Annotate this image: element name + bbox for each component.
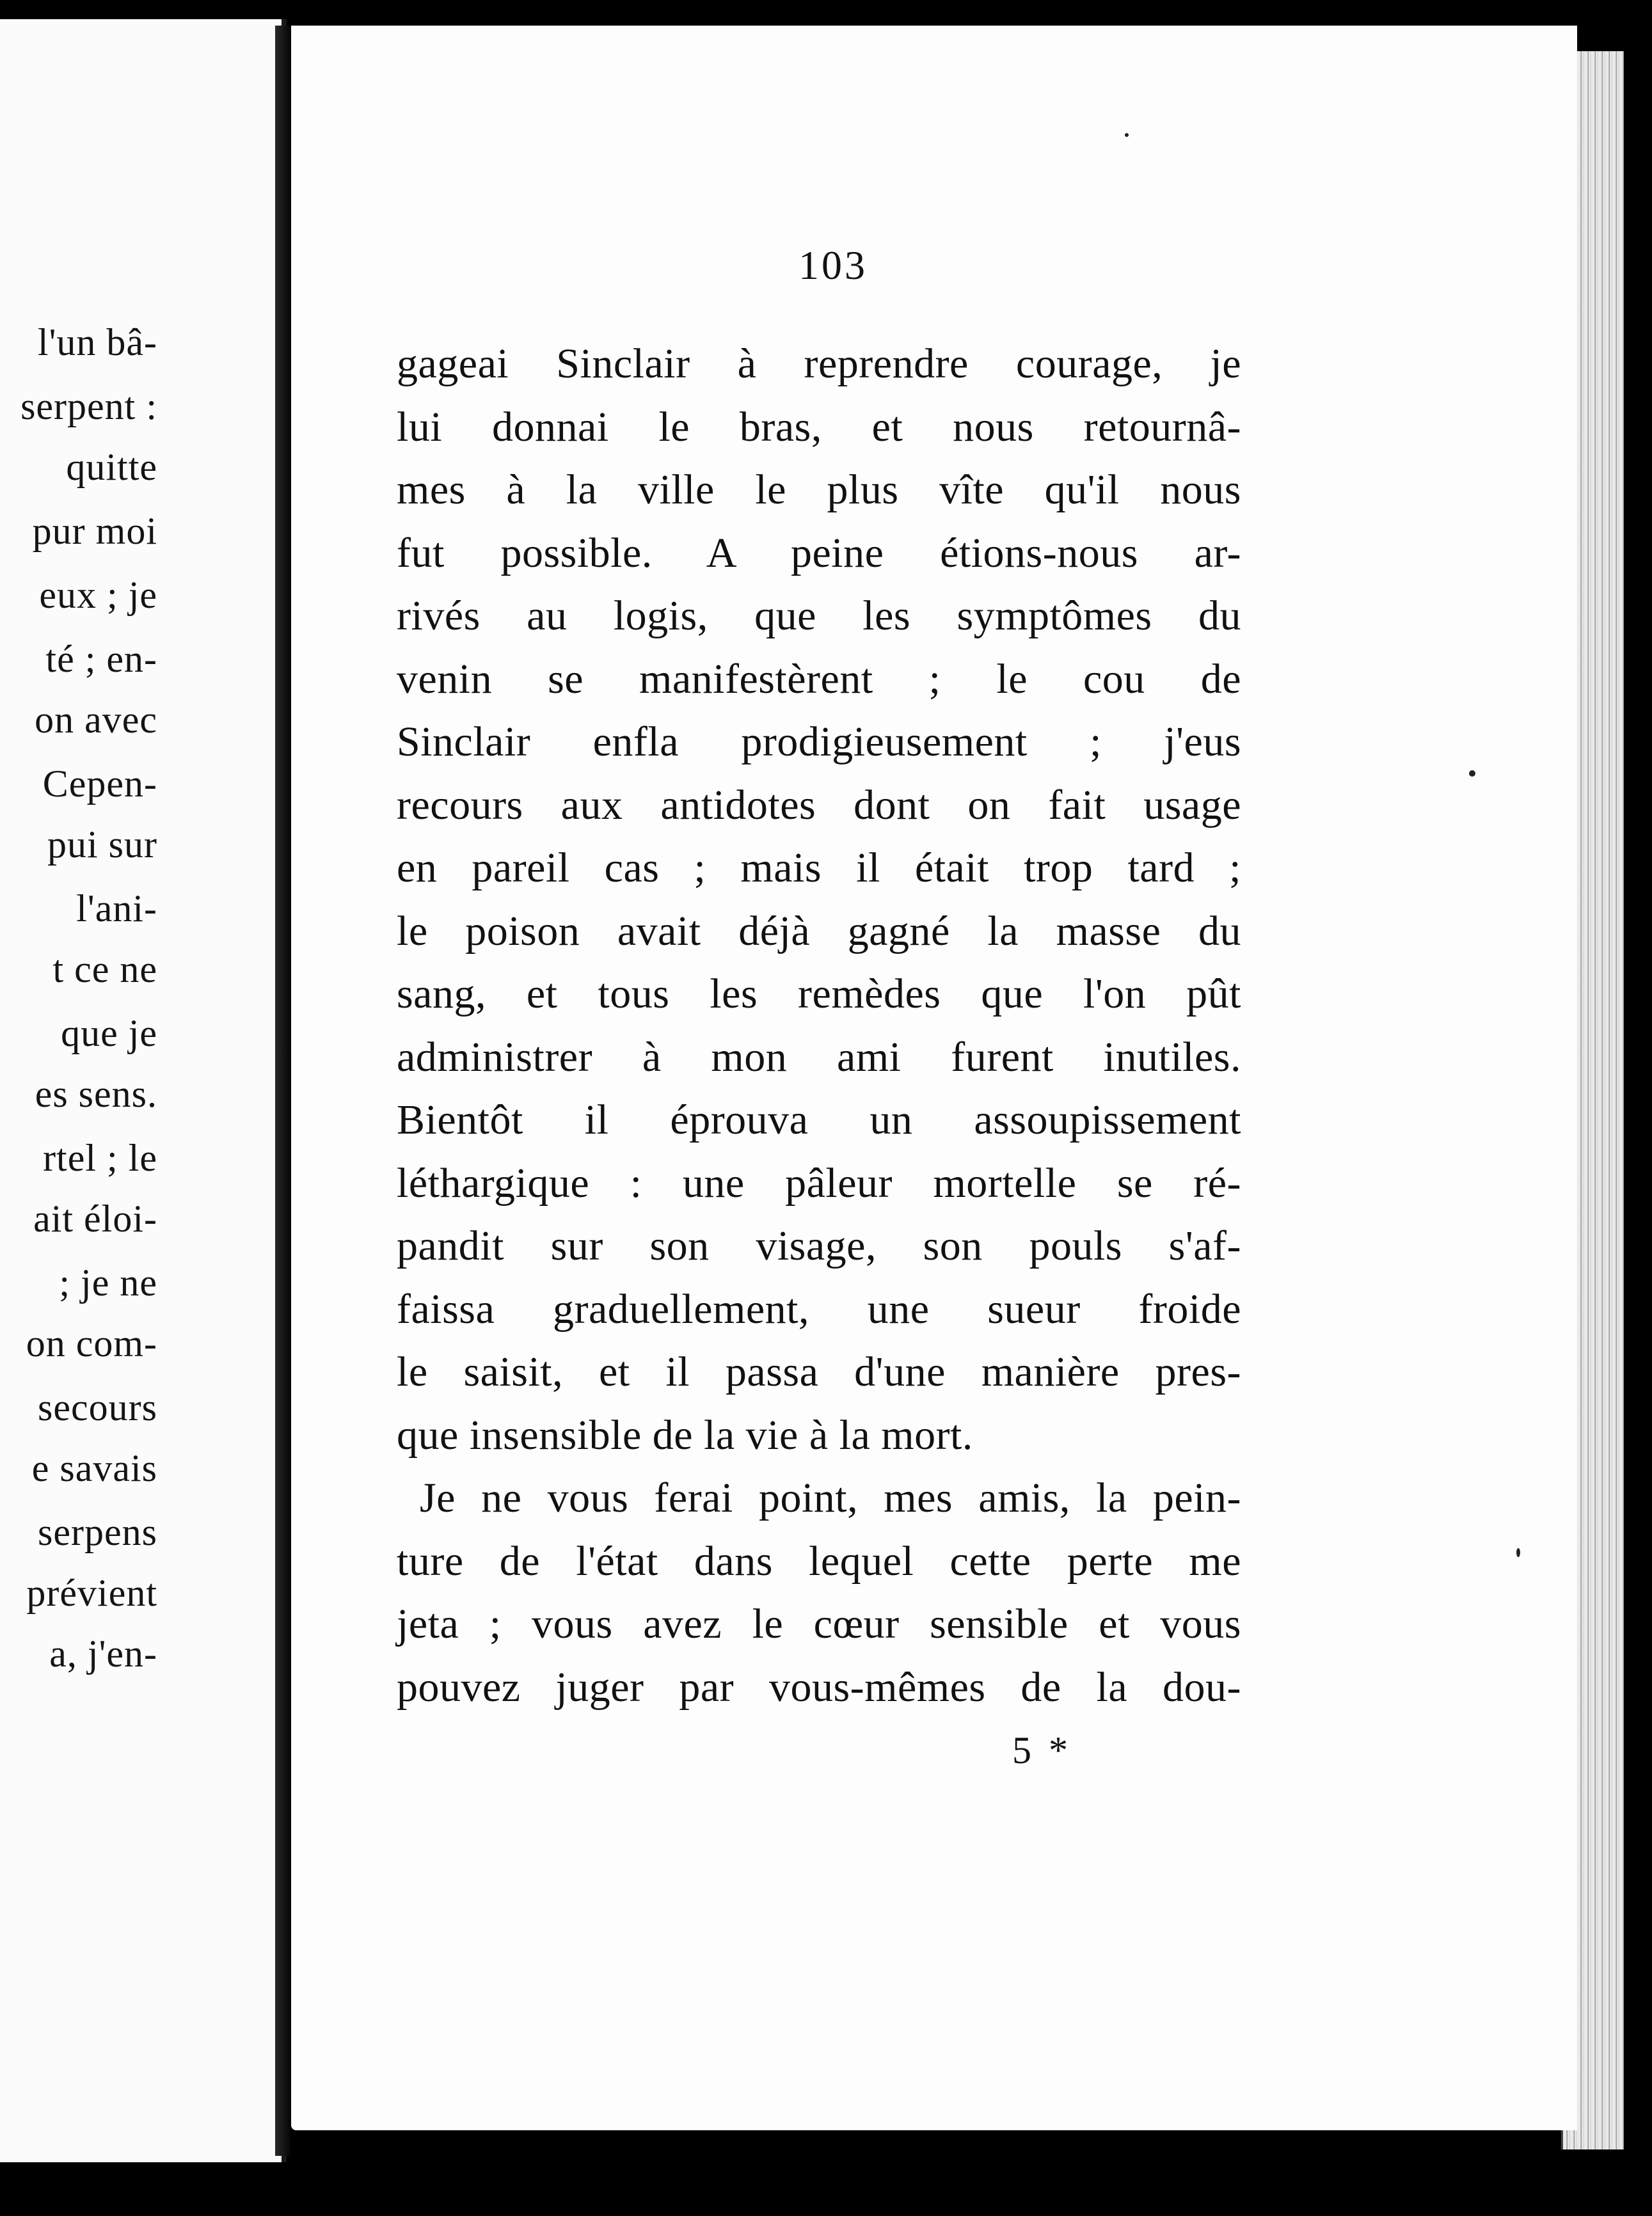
text-line: ture de l'état dans lequel cette perte me	[397, 1537, 1241, 1585]
text-line: sang, et tous les remèdes que l'on pût	[397, 970, 1241, 1017]
left-page-line: ; je ne	[59, 1262, 157, 1304]
left-page-line: l'un bâ-	[37, 321, 157, 363]
left-page-line: té ; en-	[45, 638, 157, 680]
left-page-line: pui sur	[47, 823, 157, 866]
left-page-line: a, j'en-	[49, 1633, 157, 1675]
page-number: 103	[798, 242, 868, 288]
text-line: lui donnai le bras, et nous retournâ-	[397, 403, 1241, 450]
left-page-line: ait éloi-	[33, 1198, 157, 1240]
text-line: faissa graduellement, une sueur froide	[397, 1285, 1241, 1333]
text-line: gageai Sinclair à reprendre courage, je	[397, 340, 1241, 387]
left-page-line: on com-	[26, 1322, 157, 1365]
text-line: léthargique : une pâleur mortelle se ré-	[397, 1159, 1241, 1207]
left-page-line: prévient	[26, 1572, 157, 1614]
left-page-line: l'ani-	[76, 887, 157, 930]
text-line: rivés au logis, que les symptômes du	[397, 592, 1241, 639]
left-page-line: que je	[61, 1012, 157, 1054]
text-line: le saisit, et il passa d'une manière pres-	[397, 1349, 1241, 1395]
text-line: mes à la ville le plus vîte qu'il nous	[397, 466, 1241, 513]
book-gutter	[275, 26, 290, 2156]
left-page-line: on avec	[35, 699, 157, 741]
paper-speck	[1469, 770, 1475, 777]
text-line: jeta ; vous avez le cœur sensible et vous	[397, 1601, 1241, 1647]
text-line: Je ne vous ferai point, mes amis, la pein-	[420, 1475, 1241, 1521]
text-line: que insensible de la vie à la mort.	[397, 1411, 973, 1459]
left-page-line: quitte	[66, 446, 157, 488]
left-page-line: secours	[38, 1386, 157, 1429]
paper-speck	[1516, 1548, 1520, 1557]
left-page-line: eux ; je	[39, 574, 157, 616]
text-line: le poison avait déjà gagné la masse du	[397, 907, 1241, 954]
text-line: fut possible. A peine étions-nous ar-	[397, 529, 1241, 576]
left-page-line: t ce ne	[52, 948, 157, 990]
left-page-line: rtel ; le	[43, 1137, 157, 1179]
body-text	[397, 333, 1241, 1719]
text-line: recours aux antidotes dont on fait usage	[397, 781, 1241, 828]
previous-page	[0, 19, 287, 2162]
text-line: venin se manifestèrent ; le cou de	[397, 655, 1241, 702]
signature-mark: 5 *	[1012, 1729, 1072, 1771]
left-page-line: e savais	[31, 1447, 157, 1489]
left-page-line: serpens	[38, 1511, 157, 1553]
left-page-line: es sens.	[35, 1073, 157, 1115]
text-line: administrer à mon ami furent inutiles.	[397, 1033, 1241, 1080]
text-line: en pareil cas ; mais il était trop tard ;	[397, 844, 1241, 891]
text-line: Bientôt il éprouva un assoupissement	[397, 1096, 1241, 1143]
text-line: pouvez juger par vous-mêmes de la dou-	[397, 1663, 1241, 1711]
left-page-line: serpent :	[20, 385, 157, 427]
paper-speck	[1125, 133, 1129, 137]
text-line: pandit sur son visage, son pouls s'af-	[397, 1223, 1241, 1269]
left-page-line: pur moi	[32, 510, 157, 552]
text-line: Sinclair enfla prodigieusement ; j'eus	[397, 718, 1241, 765]
left-page-line: Cepen-	[42, 763, 157, 805]
